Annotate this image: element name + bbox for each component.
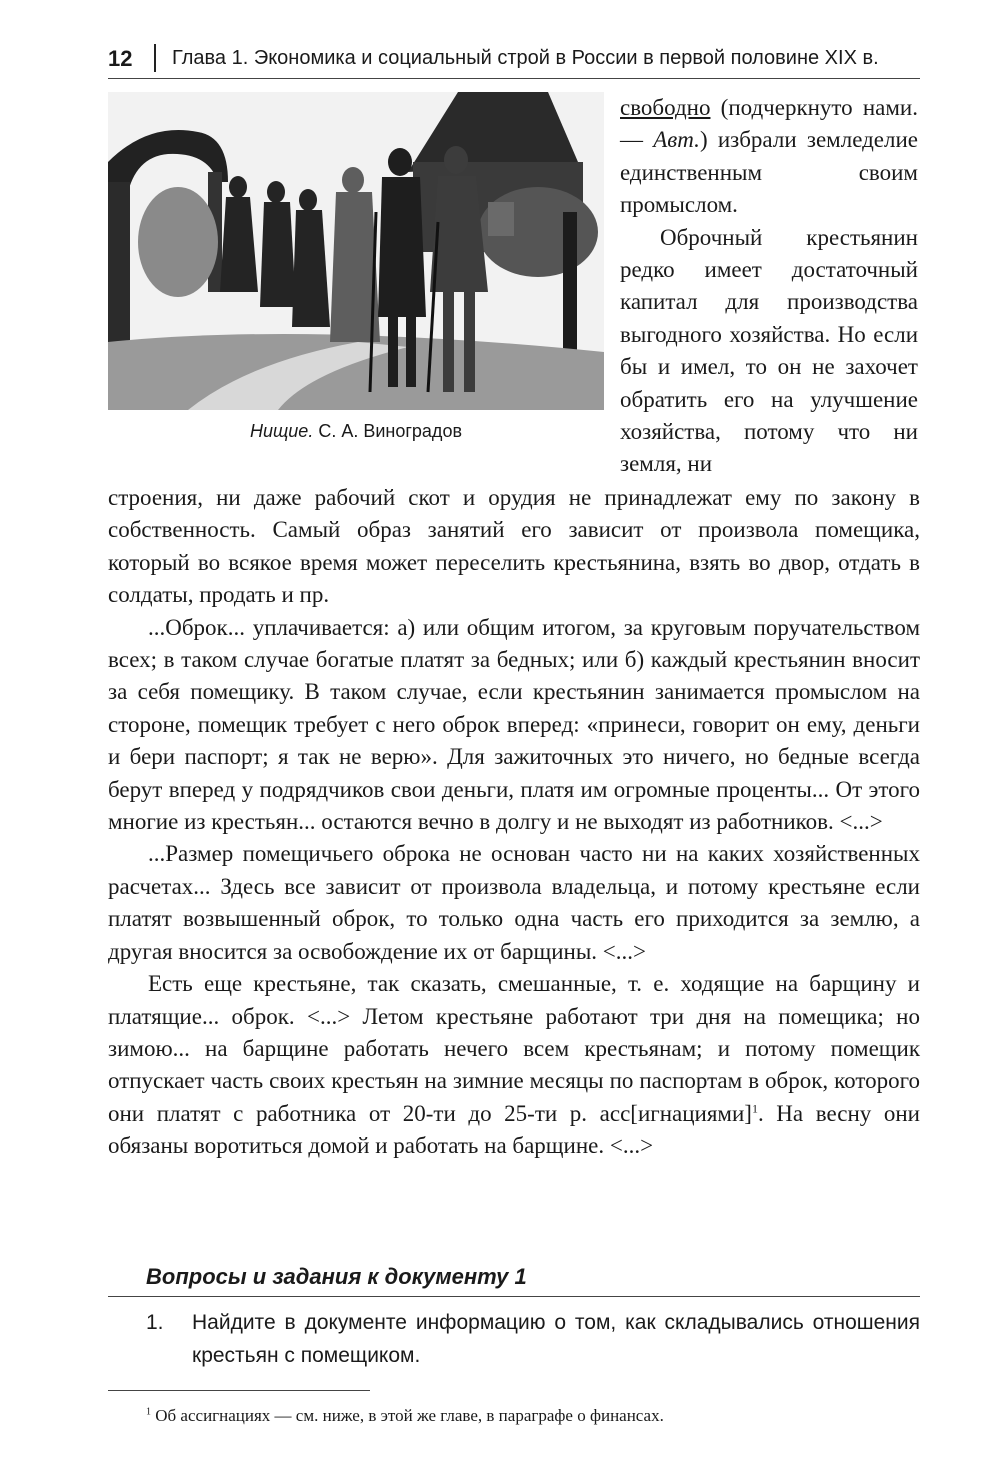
paragraph-continuation: строения, ни даже рабочий скот и орудия не принадлежат ему по закону в собственность. Самый образ занятий его зависит от произвола помещика, который во всякое время может переселить крестьянина, взять во двор, отдать в солдаты, продать и пр. — [108, 485, 920, 608]
caption-title: Нищие. — [249, 421, 314, 441]
footnote-divider — [108, 1390, 370, 1391]
text-span: Есть еще крестьяне, так сказать, смешанные, т. е. ходящие на барщину и платящие... оброк. <...> Летом крестьяне работают три дня на помещика; но зимою... на барщине работать нечего всем крестьянам; и потому помещик отпускает часть своих крестьян на зимние месяцы по паспортам в оброк, которого они платят с работника от 20-ти до 25-ти р. асс[игнациями] — [108, 971, 920, 1126]
text-span: ) избрали земледелие единственным своим промыслом. — [620, 127, 919, 218]
page-number: 12 — [108, 46, 133, 71]
painting-image — [108, 92, 604, 410]
side-column-text — [620, 92, 918, 481]
main-text — [108, 482, 920, 1163]
footnote-marker: 1 — [146, 1406, 151, 1418]
text-span: . На весну они обязаны воротиться домой и работать на барщине. <...> — [108, 1100, 920, 1159]
footnote — [146, 1406, 920, 1426]
paragraph — [620, 92, 918, 222]
questions-heading — [108, 1262, 920, 1297]
question-number: 1. — [146, 1311, 164, 1334]
chapter-title: Глава 1. Экономика и социальный строй в России в первой половине XIX в. — [172, 47, 879, 69]
question-text: Найдите в документе информацию о том, как складывались отношения крестьян с помещиком. — [192, 1311, 920, 1367]
question-item — [146, 1306, 920, 1372]
paragraph: Оброчный крестьянин редко имеет достаточный капитал для производства выгодного хозяйства. Но если бы и имел, то он не захочет обратить его на улучшение хозяйства, потому что ни земля, ни — [620, 224, 918, 477]
text-span: (подчеркнуто нами. — — [620, 95, 918, 153]
author-note: Авт. — [653, 127, 700, 153]
footnote-ref[interactable]: 1 — [751, 1101, 758, 1116]
paragraph — [108, 968, 920, 1162]
paragraph: ...Размер помещичьего оброка не основан часто ни на каких хозяйственных расчетах... Здесь все зависит от произвола владельца, и потому крестьяне если платят возвышенный оброк, то только одна часть его приходится за землю, а другая вносится за освобождение их от барщины. <...> — [108, 841, 920, 964]
running-header — [108, 44, 920, 79]
figure-caption — [108, 421, 604, 442]
underlined-word: свободно — [620, 95, 711, 120]
painting-illustration — [108, 92, 604, 410]
footnote-text: Об ассигнациях — см. ниже, в этой же главе, в параграфе о финансах. — [151, 1406, 664, 1425]
paragraph: ...Оброк... уплачивается: а) или общим итогом, за круговым поручательством всех; в таком случае богатые платят за бедных; или б) каждый крестьянин вносит за себя помещику. В таком случае, если крестьянин занимается промыслом на стороне, помещик требует с него оброк вперед: «принеси, говорит он ему, деньги и бери паспорт; я так не верю». Для зажиточных это ничего, но бедные всегда берут вперед у подрядчиков свои деньги, платя им огромные проценты... От этого многие из крестьян... остаются вечно в долгу и не выходят из работников. <...> — [108, 614, 920, 835]
header-divider — [154, 44, 156, 72]
caption-author: С. А. Виноградов — [313, 421, 463, 441]
questions-heading-text: Вопросы и задания к документу 1 — [146, 1264, 527, 1289]
